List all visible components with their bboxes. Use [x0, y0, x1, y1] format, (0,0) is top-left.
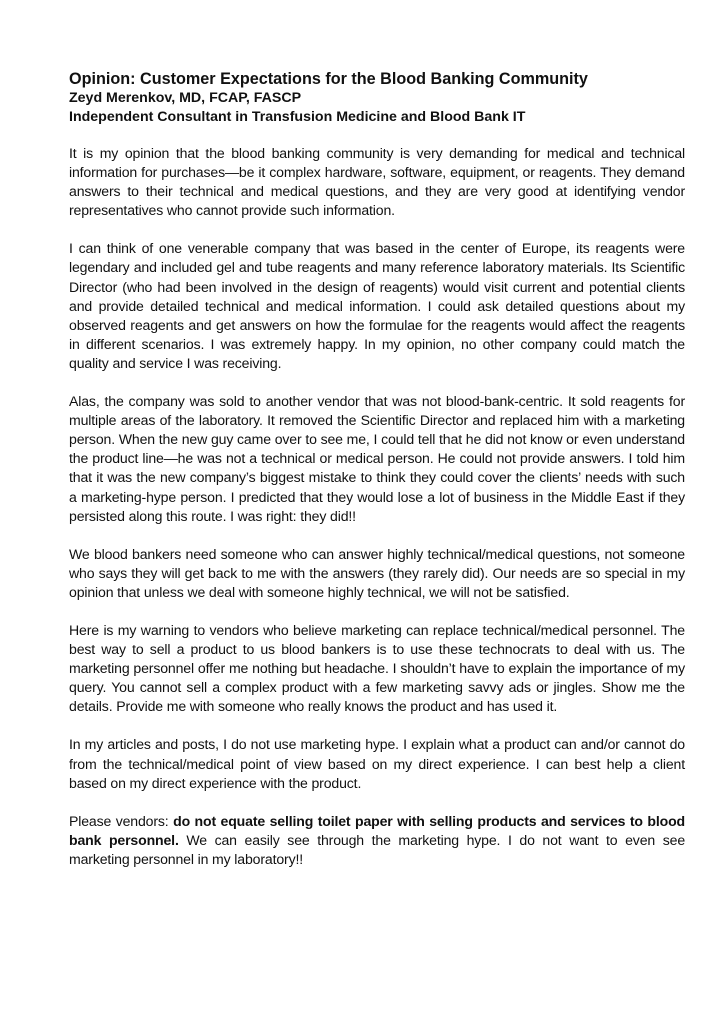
page-title: Opinion: Customer Expectations for the Blood Banking Community [69, 70, 588, 88]
paragraph-needs: We blood bankers need someone who can answer highly technical/medical questions, not someone who says they will get back to me with the answers (they rarely did). Our needs are so special in my opinion that unless we deal with someone highly technical, we will not be satisfied. [69, 545, 685, 600]
closing-tail: We can easily see through the marketing hype. I do not want to even see marketing personnel in my laboratory!! [69, 831, 686, 867]
author-line: Zeyd Merenkov, MD, FCAP, FASCP [69, 90, 302, 106]
paragraph-closing [69, 812, 685, 869]
paragraph-company-sold: Alas, the company was sold to another vendor that was not blood-bank-centric. It sold reagents for multiple areas of the laboratory. It removed the Scientific Director and replaced him with a marketing person. When the new guy came over to see me, I could tell that he did not know or even understand the product line—he was not a technical or medical person. He could not provide answers. I told him that it was the new company’s biggest mistake to think they could cover the clients’ needs with such a marketing-hype person. I predicted that they would lose a lot of business in the Middle East if they persisted along this route. I was right: they did!! [69, 393, 685, 524]
paragraph-intro: It is my opinion that the blood banking community is very demanding for medical and technical information for purchases—be it complex hardware, software, equipment, or reagents. They demand answers to their technical and medical questions, and they are very good at identifying vendor representatives who cannot provide such information. [69, 145, 685, 219]
document-page [69, 70, 685, 869]
affiliation-line: Independent Consultant in Transfusion Medicine and Blood Bank IT [69, 109, 526, 125]
paragraph-venerable-company: I can think of one venerable company that was based in the center of Europe, its reagents were legendary and included gel and tube reagents and many reference laboratory materials. Its Scientific Director (who had been involved in the design of reagents) would visit current and potential clients and provide detailed technical and medical information. I could ask detailed questions about my observed reagents and get answers on how the formulae for the reagents would affect the reagents in different scenarios. I was extremely happy. In my opinion, no other company could match the quality and service I was receiving. [69, 240, 685, 371]
closing-lead: Please vendors: [69, 812, 174, 829]
paragraph-warning: Here is my warning to vendors who believe marketing can replace technical/medical personnel. The best way to sell a product to us blood bankers is to use these technocrats to deal with us. The marketing personnel offer me nothing but headache. I shouldn’t have to explain the importance of my query. You cannot sell a complex product with a few marketing savvy ads or jingles. Show me the details. Provide me with someone who really knows the product and has used it. [69, 621, 685, 715]
closing-bold-statement: do not equate selling toilet paper with selling products and services to blood bank personnel. [69, 812, 685, 848]
paragraph-articles: In my articles and posts, I do not use marketing hype. I explain what a product can and/or cannot do from the technical/medical point of view based on my direct experience. I can best help a client based on my direct experience with the product. [69, 736, 685, 791]
